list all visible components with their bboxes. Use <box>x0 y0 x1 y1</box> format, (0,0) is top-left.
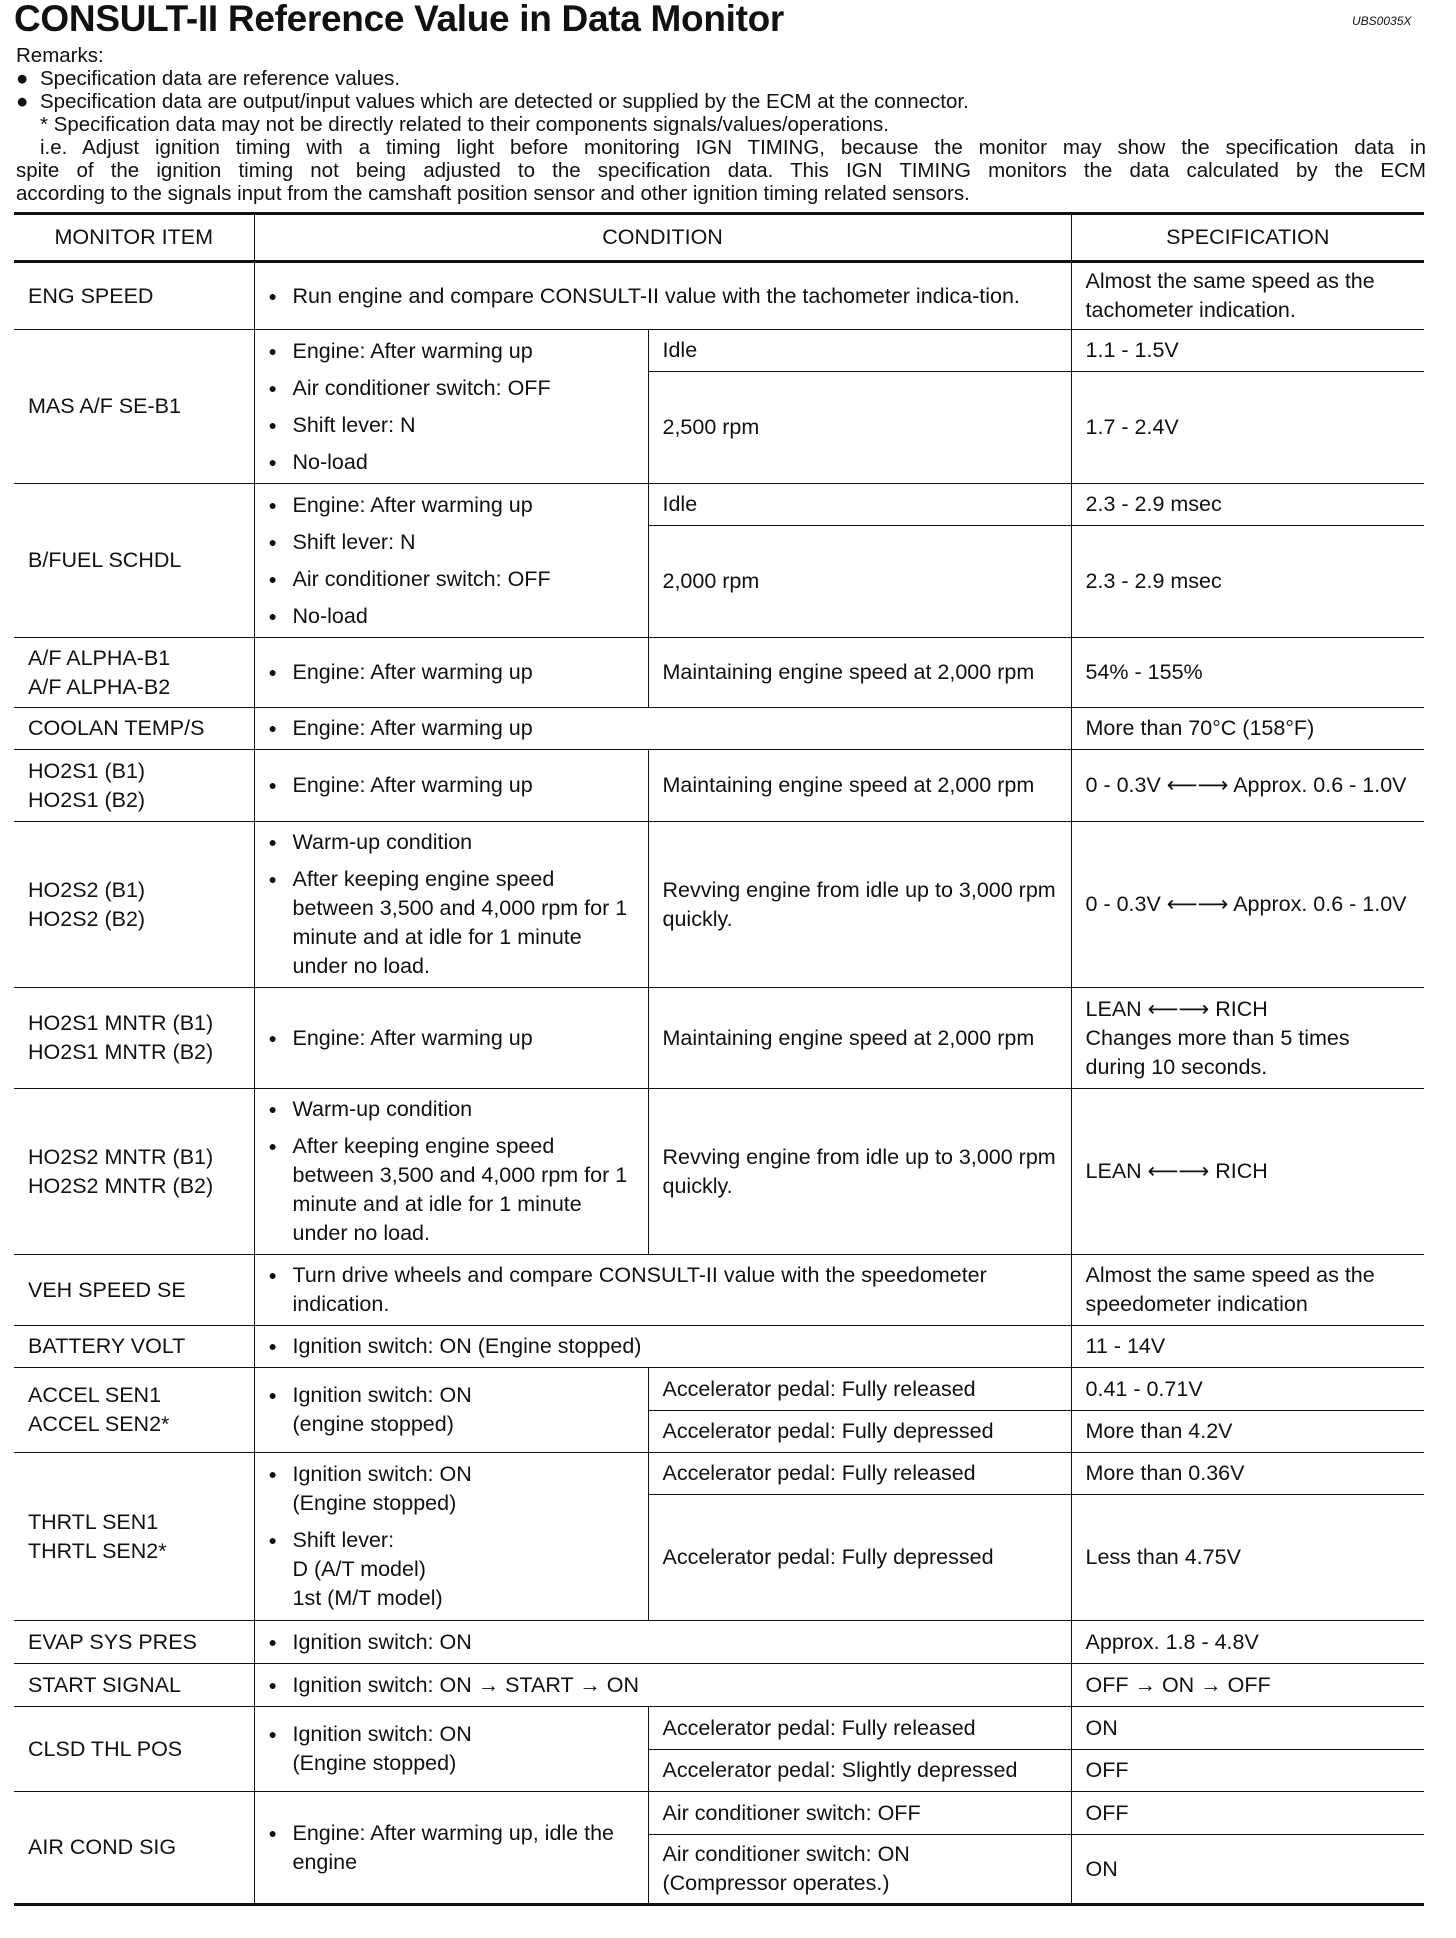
specification-cell: ON <box>1071 1707 1424 1750</box>
item-line: HO2S2 MNTR (B2) <box>28 1173 214 1198</box>
monitor-item: BATTERY VOLT <box>14 1326 254 1368</box>
specification-cell: 1.7 - 2.4V <box>1071 372 1424 484</box>
remark-note: * Specification data may not be directly related to their components signals/values/operations. <box>40 113 889 136</box>
condition-bullet: ● Shift lever: N <box>269 528 634 557</box>
condition-line: ● Shift lever: <box>292 1528 395 1552</box>
specification-cell: 2.3 - 2.9 msec <box>1071 526 1424 638</box>
condition-cell <box>254 1453 648 1621</box>
item-line: HO2S2 (B1) <box>28 877 146 902</box>
specification-cell: 1.1 - 1.5V <box>1071 330 1424 372</box>
sub-condition-cell: Accelerator pedal: Fully depressed <box>648 1495 1071 1621</box>
reference-value-table <box>14 212 1424 1906</box>
specification-cell: 11 - 14V <box>1071 1326 1424 1368</box>
header-condition: CONDITION <box>254 214 1071 262</box>
condition-bullet <box>269 1460 634 1518</box>
monitor-item: CLSD THL POS <box>14 1707 254 1792</box>
table-row <box>14 1453 1424 1495</box>
condition-line: 1st (M/T model) <box>292 1586 443 1610</box>
table-row <box>14 330 1424 372</box>
item-line: HO2S1 (B2) <box>28 787 146 812</box>
remark-text: Specification data are reference values. <box>40 67 401 90</box>
sub-condition-cell: Maintaining engine speed at 2,000 rpm <box>648 638 1071 708</box>
monitor-item: VEH SPEED SE <box>14 1255 254 1326</box>
condition-bullet: ● Ignition switch: ON (Engine stopped) <box>269 1332 1057 1361</box>
condition-bullet: ● After keeping engine speed between 3,500 and 4,000 rpm for 1 minute and at idle for 1 minute under no load. <box>269 1132 634 1248</box>
table-row <box>14 1792 1424 1835</box>
condition-bullet: ● Warm-up condition <box>269 828 634 857</box>
sub-condition-line: (Compressor operates.) <box>662 1871 890 1895</box>
condition-cell <box>254 330 648 484</box>
sub-condition-cell: Accelerator pedal: Fully depressed <box>648 1411 1071 1453</box>
condition-bullet <box>269 1381 634 1439</box>
condition-cell <box>254 708 1071 750</box>
table-row <box>14 822 1424 988</box>
sub-condition-cell: Maintaining engine speed at 2,000 rpm <box>648 988 1071 1089</box>
spec-line: LEAN ⟵⟶ RICH <box>1085 996 1268 1021</box>
item-line: THRTL SEN2* <box>28 1538 167 1563</box>
condition-bullet: ● Air conditioner switch: OFF <box>269 374 634 403</box>
monitor-item <box>14 1453 254 1621</box>
condition-line: D (A/T model) <box>292 1557 426 1581</box>
remark-bullet-1 <box>16 67 1426 90</box>
specification-cell: LEAN ⟵⟶ RICH <box>1071 1089 1424 1255</box>
condition-bullet: ● Engine: After warming up <box>269 337 634 366</box>
sub-condition-cell: Accelerator pedal: Fully released <box>648 1453 1071 1495</box>
item-line: HO2S1 MNTR (B2) <box>28 1040 214 1064</box>
sub-condition-cell: Accelerator pedal: Fully released <box>648 1368 1071 1411</box>
monitor-item <box>14 1089 254 1255</box>
table-row <box>14 750 1424 822</box>
condition-cell <box>254 1089 648 1255</box>
sub-condition-cell: Idle <box>648 330 1071 372</box>
specification-cell: ON <box>1071 1835 1424 1905</box>
page-title: CONSULT-II Reference Value in Data Monitor <box>14 0 785 39</box>
specification-cell: 0.41 - 0.71V <box>1071 1368 1424 1411</box>
condition-line: ● Ignition switch: ON <box>292 1462 472 1486</box>
item-line: HO2S1 (B1) <box>28 758 146 783</box>
table-header-row <box>14 214 1424 262</box>
condition-cell <box>254 750 648 822</box>
condition-cell <box>254 638 648 708</box>
specification-cell: 0 - 0.3V ⟵⟶ Approx. 0.6 - 1.0V <box>1071 822 1424 988</box>
condition-line: (engine stopped) <box>292 1412 454 1436</box>
condition-cell <box>254 1664 1071 1707</box>
monitor-item <box>14 638 254 708</box>
condition-bullet: ● No-load <box>269 448 634 477</box>
specification-cell: Less than 4.75V <box>1071 1495 1424 1621</box>
table-row <box>14 1255 1424 1326</box>
monitor-item: EVAP SYS PRES <box>14 1621 254 1664</box>
sub-condition-cell <box>648 1835 1071 1905</box>
condition-bullet: ● After keeping engine speed between 3,500 and 4,000 rpm for 1 minute and at idle for 1 minute under no load. <box>269 865 634 981</box>
monitor-item <box>14 1368 254 1453</box>
header-specification: SPECIFICATION <box>1071 214 1424 262</box>
sub-condition-cell: Revving engine from idle up to 3,000 rpm quickly. <box>648 822 1071 988</box>
condition-bullet: ● Engine: After warming up <box>269 491 634 520</box>
sub-condition-cell: 2,000 rpm <box>648 526 1071 638</box>
sub-condition-cell: Idle <box>648 484 1071 526</box>
sub-condition-cell: Revving engine from idle up to 3,000 rpm quickly. <box>648 1089 1071 1255</box>
specification-cell <box>1071 988 1424 1089</box>
condition-cell <box>254 1792 648 1905</box>
specification-cell: OFF <box>1071 1792 1424 1835</box>
condition-cell <box>254 1368 648 1453</box>
condition-bullet: ● Engine: After warming up <box>269 771 634 800</box>
monitor-item: START SIGNAL <box>14 1664 254 1707</box>
spec-line: Changes more than 5 times during 10 seconds. <box>1085 1025 1350 1079</box>
document-code: UBS0035X <box>1352 14 1412 28</box>
condition-bullet: ● Engine: After warming up <box>269 714 1057 743</box>
table-row <box>14 638 1424 708</box>
monitor-item <box>14 822 254 988</box>
condition-cell <box>254 1707 648 1792</box>
sub-condition-cell: Air conditioner switch: OFF <box>648 1792 1071 1835</box>
item-line: ACCEL SEN1 <box>28 1383 162 1407</box>
remarks-label: Remarks: <box>16 44 104 67</box>
item-line: HO2S2 (B2) <box>28 906 146 931</box>
specification-cell: 54% - 155% <box>1071 638 1424 708</box>
condition-bullet <box>269 1720 634 1778</box>
specification-cell: More than 0.36V <box>1071 1453 1424 1495</box>
condition-line: ● Ignition switch: ON <box>292 1722 472 1746</box>
specification-cell: OFF → ON → OFF <box>1071 1664 1424 1707</box>
remark-text: Specification data are output/input values which are detected or supplied by the ECM at the connector. <box>40 90 969 113</box>
condition-cell <box>254 1621 1071 1664</box>
remark-ie-line-3: according to the signals input from the camshaft position sensor and other ignition timing related sensors. <box>16 182 970 205</box>
monitor-item <box>14 988 254 1089</box>
monitor-item <box>14 750 254 822</box>
item-line: A/F ALPHA-B2 <box>28 674 171 699</box>
item-line: HO2S1 MNTR (B1) <box>28 1011 214 1035</box>
remark-bullet-2 <box>16 90 1426 113</box>
condition-bullet: ● Engine: After warming up <box>269 1024 634 1053</box>
monitor-item: ENG SPEED <box>14 262 254 330</box>
condition-bullet: ● Shift lever: N <box>269 411 634 440</box>
specification-cell: Almost the same speed as the tachometer indication. <box>1071 262 1424 330</box>
specification-cell: Approx. 1.8 - 4.8V <box>1071 1621 1424 1664</box>
monitor-item: B/FUEL SCHDL <box>14 484 254 638</box>
table-row <box>14 1368 1424 1411</box>
condition-bullet: ● Warm-up condition <box>269 1095 634 1124</box>
sub-condition-cell: Accelerator pedal: Slightly depressed <box>648 1750 1071 1792</box>
specification-cell: 0 - 0.3V ⟵⟶ Approx. 0.6 - 1.0V <box>1071 750 1424 822</box>
condition-cell <box>254 822 648 988</box>
condition-bullet: ● Engine: After warming up <box>269 658 634 687</box>
item-line: ACCEL SEN2* <box>28 1412 170 1436</box>
condition-bullet: ● No-load <box>269 602 634 631</box>
table-row <box>14 1089 1424 1255</box>
condition-bullet: ● Ignition switch: ON → START → ON <box>269 1671 1057 1700</box>
table-row <box>14 1326 1424 1368</box>
condition-cell <box>254 484 648 638</box>
specification-cell: OFF <box>1071 1750 1424 1792</box>
condition-line: ● Ignition switch: ON <box>292 1383 472 1407</box>
sub-condition-line: Air conditioner switch: ON <box>662 1842 910 1866</box>
monitor-item: AIR COND SIG <box>14 1792 254 1905</box>
condition-cell <box>254 262 1071 330</box>
specification-cell: 2.3 - 2.9 msec <box>1071 484 1424 526</box>
condition-line: (Engine stopped) <box>292 1491 457 1515</box>
condition-bullet: ● Ignition switch: ON <box>269 1628 1057 1657</box>
remark-ie-line-2: spite of the ignition timing not being adjusted to the specification data. This IGN TIMING monitors the data calculated by the ECM <box>16 159 1426 182</box>
bullet-icon: ● <box>16 67 29 90</box>
table-row <box>14 708 1424 750</box>
bullet-icon: ● <box>16 90 29 113</box>
condition-bullet <box>269 1526 634 1613</box>
item-line: THRTL SEN1 <box>28 1509 159 1534</box>
monitor-item: MAS A/F SE-B1 <box>14 330 254 484</box>
item-line: A/F ALPHA-B1 <box>28 645 171 670</box>
table-row <box>14 1707 1424 1750</box>
sub-condition-cell: Maintaining engine speed at 2,000 rpm <box>648 750 1071 822</box>
table-row <box>14 988 1424 1089</box>
table-row <box>14 1664 1424 1707</box>
item-line: HO2S2 MNTR (B1) <box>28 1144 214 1169</box>
condition-bullet: ● Engine: After warming up, idle the engine <box>269 1819 634 1877</box>
condition-line: (Engine stopped) <box>292 1751 457 1775</box>
specification-cell: Almost the same speed as the speedometer indication <box>1071 1255 1424 1326</box>
condition-cell <box>254 1255 1071 1326</box>
condition-bullet: ● Air conditioner switch: OFF <box>269 565 634 594</box>
condition-cell <box>254 1326 1071 1368</box>
remarks <box>16 44 1426 205</box>
condition-cell <box>254 988 648 1089</box>
monitor-item: COOLAN TEMP/S <box>14 708 254 750</box>
table-row <box>14 484 1424 526</box>
sub-condition-cell: Accelerator pedal: Fully released <box>648 1707 1071 1750</box>
table-row <box>14 1621 1424 1664</box>
condition-bullet: ● Run engine and compare CONSULT-II value with the tachometer indica-tion. <box>269 282 1057 311</box>
condition-bullet: ● Turn drive wheels and compare CONSULT-II value with the speedometer indication. <box>269 1261 1057 1319</box>
remark-ie-line-1: i.e. Adjust ignition timing with a timing light before monitoring IGN TIMING, because the monitor may show the specification data in <box>40 136 1426 159</box>
sub-condition-cell: 2,500 rpm <box>648 372 1071 484</box>
specification-cell: More than 70°C (158°F) <box>1071 708 1424 750</box>
table-row <box>14 262 1424 330</box>
specification-cell: More than 4.2V <box>1071 1411 1424 1453</box>
header-monitor-item: MONITOR ITEM <box>14 214 254 262</box>
